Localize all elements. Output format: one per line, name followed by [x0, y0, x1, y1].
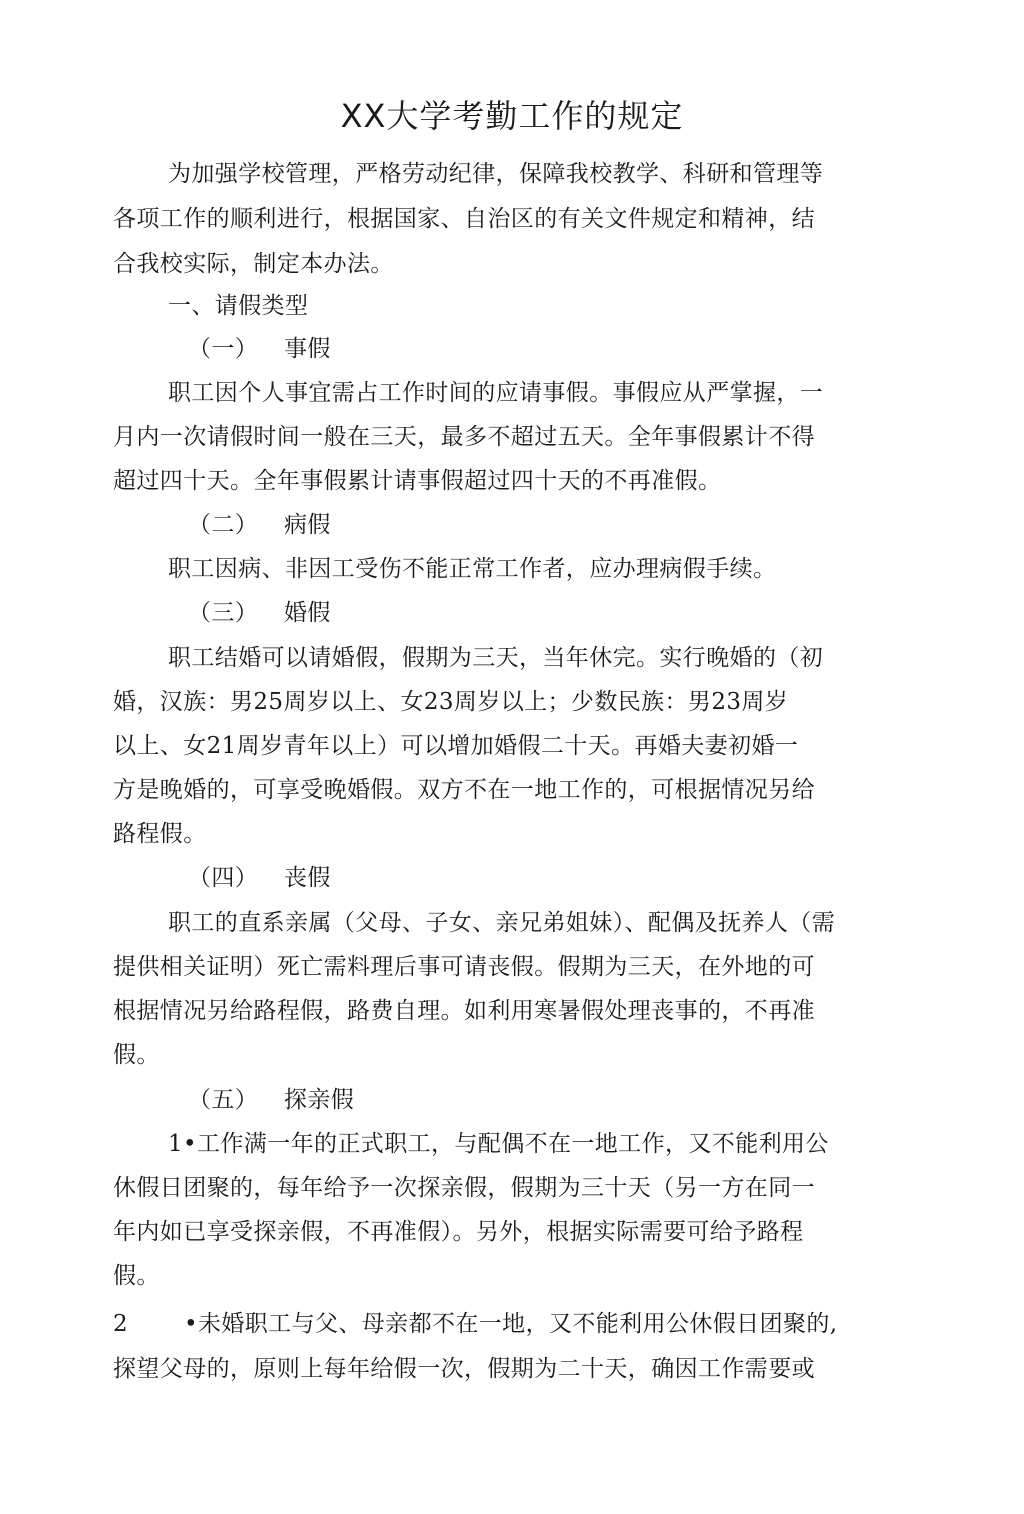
paragraph-line: 年内如已享受探亲假，不再准假）。另外，根据实际需要可给予路程	[113, 1219, 804, 1245]
paragraph-line: 职工因病、非因工受伤不能正常工作者，应办理病假手续。	[168, 556, 777, 582]
document-title: XX大学考勤工作的规定	[340, 97, 684, 135]
subsection-number: （二）	[188, 512, 259, 538]
subsection-name: 探亲假	[284, 1087, 355, 1113]
paragraph-line: 职工结婚可以请婚假，假期为三天，当年休完。实行晚婚的（初	[168, 645, 824, 671]
paragraph-line: 为加强学校管理，严格劳动纪律，保障我校教学、科研和管理等	[168, 161, 824, 187]
paragraph-line: 月内一次请假时间一般在三天，最多不超过五天。全年事假累计不得	[113, 424, 815, 450]
paragraph-line: 职工因个人事宜需占工作时间的应请事假。事假应从严掌握，一	[168, 380, 824, 406]
paragraph-line: 探望父母的，原则上每年给假一次，假期为二十天，确因工作需要或	[113, 1356, 815, 1382]
subsection-heading	[188, 1084, 354, 1116]
subsection-number: （一）	[188, 336, 259, 362]
paragraph-line: 提供相关证明）死亡需料理后事可请丧假。假期为三天，在外地的可	[113, 954, 815, 980]
subsection-name: 婚假	[284, 600, 331, 626]
paragraph-line: 职工的直系亲属（父母、子女、亲兄弟姐妹）、配偶及抚养人（需	[168, 910, 836, 936]
paragraph-line: 合我校实际，制定本办法。	[113, 251, 394, 277]
subsection-number: （四）	[188, 865, 259, 891]
subsection-name: 病假	[284, 512, 331, 538]
paragraph-line: 方是晚婚的，可享受晚婚假。双方不在一地工作的，可根据情况另给	[113, 777, 815, 803]
paragraph-line: 超过四十天。全年事假累计请事假超过四十天的不再准假。	[113, 468, 722, 494]
paragraph-line: 根据情况另给路程假，路费自理。如利用寒暑假处理丧事的，不再准	[113, 998, 815, 1024]
subsection-name: 事假	[284, 336, 331, 362]
subsection-name: 丧假	[284, 865, 331, 891]
paragraph-line: 假。	[113, 1263, 160, 1289]
section-heading: 一、请假类型	[168, 293, 309, 319]
paragraph-line: 路程假。	[113, 821, 207, 847]
paragraph-line: 休假日团聚的，每年给予一次探亲假，假期为三十天（另一方在同一	[113, 1175, 815, 1201]
subsection-number: （五）	[188, 1087, 259, 1113]
subsection-heading	[188, 333, 331, 365]
subsection-number: （三）	[188, 600, 259, 626]
item-number: 2	[113, 1311, 129, 1337]
paragraph-line: •未婚职工与父、母亲都不在一地，又不能利用公休假日团聚的,	[184, 1311, 838, 1337]
paragraph-line: 婚，汉族：男25周岁以上、女23周岁以上；少数民族：男23周岁	[113, 689, 789, 715]
paragraph-line: 各项工作的顺利进行，根据国家、自治区的有关文件规定和精神，结	[113, 206, 815, 232]
subsection-heading	[188, 509, 331, 541]
subsection-heading	[188, 597, 331, 629]
paragraph-line: 以上、女21周岁青年以上）可以增加婚假二十天。再婚夫妻初婚一	[113, 733, 799, 759]
paragraph-line: 1•工作满一年的正式职工，与配偶不在一地工作，又不能利用公	[168, 1131, 829, 1157]
paragraph-line: 假。	[113, 1042, 160, 1068]
subsection-heading	[188, 862, 331, 894]
